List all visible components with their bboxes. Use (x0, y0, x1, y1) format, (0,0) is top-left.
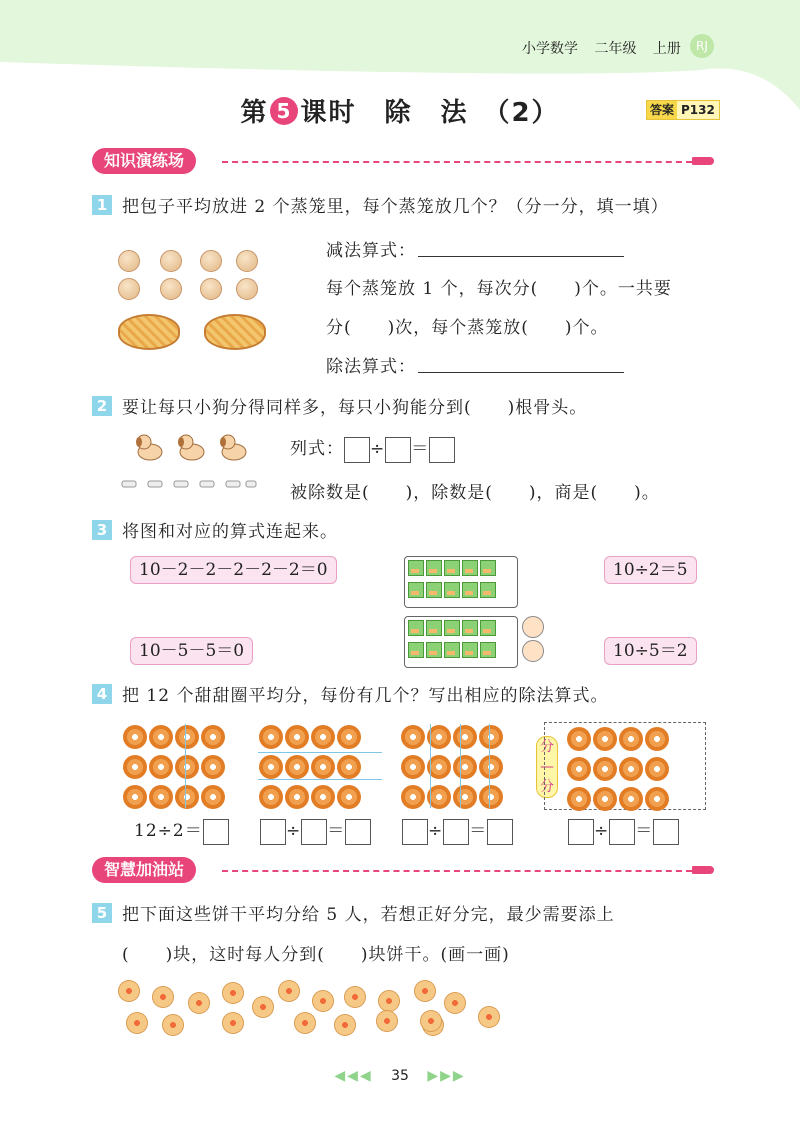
section-wisdom: 智慧加油站 (92, 857, 196, 883)
fen-top: 分 (540, 739, 554, 755)
question-number: 2 (92, 396, 112, 416)
cup-icon (426, 620, 442, 636)
cup-icon (408, 642, 424, 658)
steamer-icon (118, 314, 180, 350)
bun-icon (200, 278, 222, 300)
section-divider (222, 161, 692, 163)
divider-line (185, 724, 186, 808)
answer-page: P132 (681, 103, 715, 117)
question-number: 3 (92, 520, 112, 540)
q1-line2: 每个蒸笼放 1 个，每次分( )个。一共要 (326, 279, 672, 299)
bone-icons (118, 474, 258, 494)
q2-formula (290, 434, 455, 463)
answer-box[interactable] (653, 819, 679, 845)
section-divider (222, 870, 692, 872)
q4-eq1 (134, 816, 229, 845)
cup-icon (462, 582, 478, 598)
fen-bottom: 分 (540, 779, 554, 795)
equals-sign: ＝ (635, 821, 654, 841)
fen-badge: 分 — 分 (536, 736, 558, 798)
dog-icon (216, 430, 252, 466)
q2-text: 要让每只小狗分得同样多，每只小狗能分到( )根骨头。 (122, 398, 588, 418)
header-text (522, 38, 693, 58)
cup-icon (408, 582, 424, 598)
q5-text: 把下面这些饼干平均分给 5 人，若想正好分完，最少需要添上 (122, 905, 615, 925)
answer-box[interactable] (260, 819, 286, 845)
cup-icon (480, 582, 496, 598)
bun-icon (160, 278, 182, 300)
equation-card[interactable]: 10÷5＝2 (604, 637, 697, 665)
q5-line2: ( )块，这时每人分到( )块饼干。(画一画) (122, 945, 510, 965)
q1-line1: 减法算式： (326, 241, 416, 261)
bun-icon (160, 250, 182, 272)
cup-icon (480, 642, 496, 658)
answer-box[interactable] (487, 819, 513, 845)
question-number: 4 (92, 684, 112, 704)
donut-group (122, 724, 252, 808)
page-number-text: 35 (391, 1068, 409, 1084)
bun-icon (118, 250, 140, 272)
lesson-number: 5 (270, 97, 298, 125)
formula-label: 列式： (290, 439, 344, 459)
bun-icon (200, 250, 222, 272)
question-number: 1 (92, 195, 112, 215)
cookie-icon (478, 1006, 500, 1028)
cookie-icon (444, 992, 466, 1014)
bun-icon (236, 278, 258, 300)
divide-sign: ÷ (428, 821, 444, 841)
cookie-icon (376, 1010, 398, 1032)
q1-line3: 分( )次，每个蒸笼放( )个。 (326, 318, 609, 338)
equation-card[interactable]: 10÷2＝5 (604, 556, 697, 584)
cup-icon (426, 560, 442, 576)
divide-sign: ÷ (594, 821, 610, 841)
page-number (0, 1068, 800, 1084)
cup-panel[interactable] (404, 556, 518, 608)
equals-sign: ＝ (469, 821, 488, 841)
bun-icon (118, 278, 140, 300)
answer-box[interactable] (345, 819, 371, 845)
q4-eq2 (260, 816, 371, 845)
cookie-icon (344, 986, 366, 1008)
answer-box[interactable] (402, 819, 428, 845)
answer-box[interactable] (344, 437, 370, 463)
equals-sign: ＝ (327, 821, 346, 841)
pencil-icon (692, 866, 714, 874)
cookie-icon (278, 980, 300, 1002)
edition-badge: RJ (690, 34, 714, 58)
cookie-icon (162, 1014, 184, 1036)
pencil-icon (692, 157, 714, 165)
q2-line2: 被除数是( )，除数是( )，商是( )。 (290, 483, 660, 503)
answer-box[interactable] (203, 819, 229, 845)
cookie-icon (252, 996, 274, 1018)
q4-eq4 (568, 816, 679, 845)
answer-line[interactable] (418, 372, 624, 373)
donut-group (566, 726, 696, 810)
answer-box[interactable] (568, 819, 594, 845)
cookie-icon (420, 1010, 442, 1032)
divide-sign: ÷ (286, 821, 302, 841)
cup-icon (426, 642, 442, 658)
cookie-icon (118, 980, 140, 1002)
cookie-icon (126, 1012, 148, 1034)
cup-icon (426, 582, 442, 598)
divider-line (258, 779, 382, 780)
answer-box[interactable] (385, 437, 411, 463)
answer-tag[interactable] (646, 100, 720, 120)
cup-icon (480, 560, 496, 576)
cup-icon (408, 620, 424, 636)
cup-icon (462, 620, 478, 636)
kid-icon (522, 616, 544, 638)
cup-icon (480, 620, 496, 636)
divider-line (430, 724, 431, 808)
header-volume: 上册 (652, 41, 681, 57)
q1-line4: 除法算式： (326, 357, 416, 377)
equation-card[interactable]: 10－5－5＝0 (130, 637, 253, 665)
cup-icon (462, 560, 478, 576)
donut-group (258, 724, 388, 808)
cookie-icon (222, 1012, 244, 1034)
cup-icon (444, 582, 460, 598)
cookie-icon (414, 980, 436, 1002)
kid-icon (522, 640, 544, 662)
q4-text: 把 12 个甜甜圈平均分，每份有几个？写出相应的除法算式。 (122, 686, 609, 706)
dog-icon (132, 430, 168, 466)
answer-box[interactable] (443, 819, 469, 845)
answer-line[interactable] (418, 256, 624, 257)
answer-box[interactable] (301, 819, 327, 845)
cup-panel[interactable] (404, 616, 518, 668)
cookie-group (118, 980, 518, 1040)
left-arrows-icon: ◀◀◀ (334, 1068, 373, 1084)
q4-eq3 (402, 816, 513, 845)
answer-box[interactable] (429, 437, 455, 463)
steamer-icon (204, 314, 266, 350)
bun-icon (236, 250, 258, 272)
cup-icon (444, 560, 460, 576)
cookie-icon (378, 990, 400, 1012)
answer-label: 答案 (647, 101, 677, 119)
cup-icon (444, 642, 460, 658)
cup-icon (444, 620, 460, 636)
divider-line (489, 724, 490, 808)
divide-sign: ÷ (370, 439, 386, 459)
cup-icon (408, 560, 424, 576)
q1-text: 把包子平均放进 2 个蒸笼里，每个蒸笼放几个？（分一分，填一填） (122, 197, 669, 217)
cookie-icon (312, 990, 334, 1012)
right-arrows-icon: ▶▶▶ (427, 1068, 466, 1084)
q4-eq1-text: 12÷2＝ (134, 821, 203, 841)
equals-sign: ＝ (411, 439, 430, 459)
divider-line (258, 752, 382, 753)
q3-text: 将图和对应的算式连起来。 (122, 522, 338, 542)
donut-group (400, 724, 530, 808)
equation-card[interactable]: 10－2－2－2－2－2＝0 (130, 556, 337, 584)
cookie-icon (294, 1012, 316, 1034)
title-suffix: 课时 除 法 （2） (300, 98, 560, 128)
section-practice: 知识演练场 (92, 148, 196, 174)
answer-box[interactable] (609, 819, 635, 845)
dog-icon (174, 430, 210, 466)
header-subject: 小学数学 (522, 41, 578, 57)
cookie-icon (152, 986, 174, 1008)
question-number: 5 (92, 903, 112, 923)
header-grade: 二年级 (594, 41, 637, 57)
title-prefix: 第 (240, 98, 269, 128)
cookie-icon (188, 992, 210, 1014)
divider-line (460, 724, 461, 808)
cup-icon (462, 642, 478, 658)
cookie-icon (222, 982, 244, 1004)
cookie-icon (334, 1014, 356, 1036)
